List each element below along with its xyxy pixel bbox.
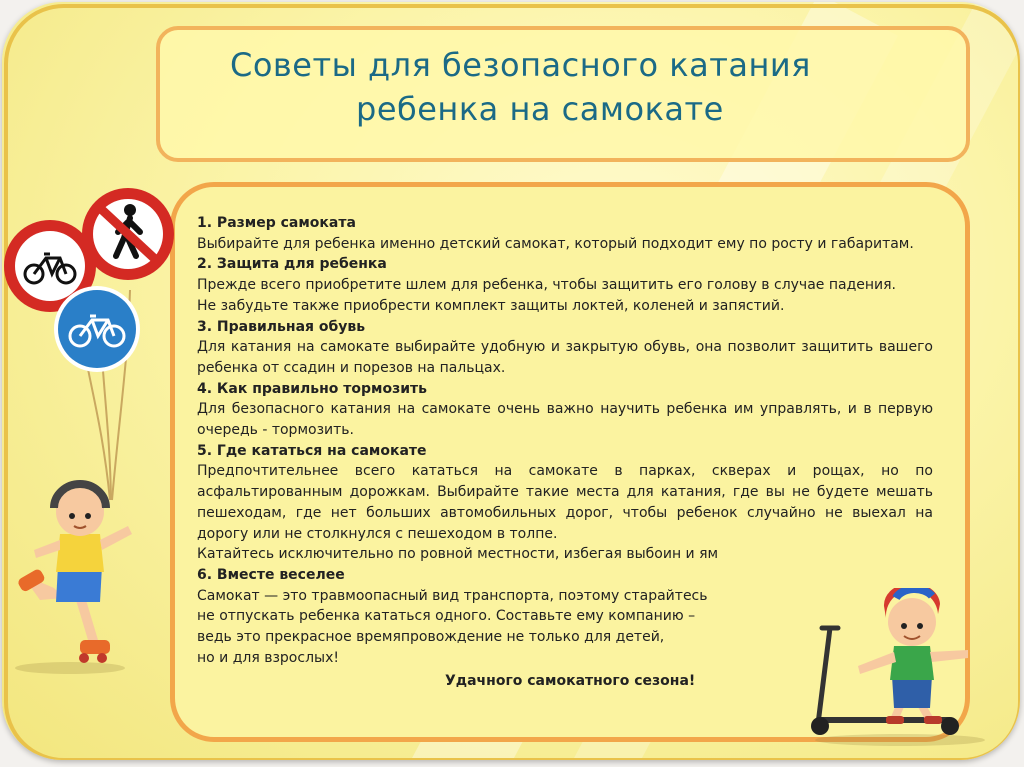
tip-text-where: Предпочтительнее всего кататься на самокате в парках, скверах и рощах, но по асфальтированным дорожкам. Выбирайте такие места для катания, где вы не будете мешать пешеходам, где нет больших автомобильных дорог, чтобы ребенок случайно не выехал на дорогу или не столкнулся с пешеходом в толпе. xyxy=(197,463,933,542)
title-box xyxy=(156,26,970,162)
tip-text-together-line: ведь это прекрасное времяпровождение не только для детей, xyxy=(197,629,665,646)
child-on-roller-skates-icon xyxy=(10,480,150,675)
tip-text-together-line: Самокат — это травмоопасный вид транспорта, поэтому старайтесь xyxy=(197,587,708,604)
title-line-1: Советы для безопасного катания xyxy=(230,46,811,84)
tip-text-braking: Для безопасного катания на самокате очень важно научить ребенка им управлять, и в первую очередь - тормозить. xyxy=(197,401,933,439)
tip-text-together-line: не отпускать ребенка кататься одного. Составьте ему компанию – xyxy=(197,608,696,625)
tip-heading-size: 1. Размер самоката xyxy=(197,215,356,231)
tip-heading-braking: 4. Как правильно тормозить xyxy=(197,380,428,397)
tip-text-where-extra: Катайтесь исключительно по ровной местности, избегая выбоин и ям xyxy=(197,546,719,563)
tip-heading-together: 6. Вместе веселее xyxy=(197,566,345,583)
child-with-scooter-icon xyxy=(800,588,990,748)
bicycle-path-sign-icon xyxy=(52,284,142,374)
tip-text-together-line: но и для взрослых! xyxy=(197,649,339,666)
closing-text: Удачного самокатного сезона! xyxy=(445,673,696,690)
tip-heading-protection: 2. Защита для ребенка xyxy=(197,256,387,273)
title-line-2: ребенка на самокате xyxy=(356,90,724,128)
tip-text-protection: Прежде всего приобретите шлем для ребенка, чтобы защитить его голову в случае падения. xyxy=(197,277,896,294)
tip-heading-shoes: 3. Правильная обувь xyxy=(197,318,366,335)
tip-text-protection-extra: Не забудьте также приобрести комплект защиты локтей, коленей и запястий. xyxy=(197,297,785,314)
tip-heading-where: 5. Где кататься на самокате xyxy=(197,442,427,459)
tip-text-shoes: Для катания на самокате выбирайте удобную и закрытую обувь, она позволит защитить вашего ребенка от ссадин и порезов на пальцах. xyxy=(197,339,933,376)
no-pedestrians-sign-icon xyxy=(80,186,176,282)
tip-text-size: Выбирайте для ребенка именно детский самокат, который подходит ему по росту и габаритам. xyxy=(197,235,914,252)
